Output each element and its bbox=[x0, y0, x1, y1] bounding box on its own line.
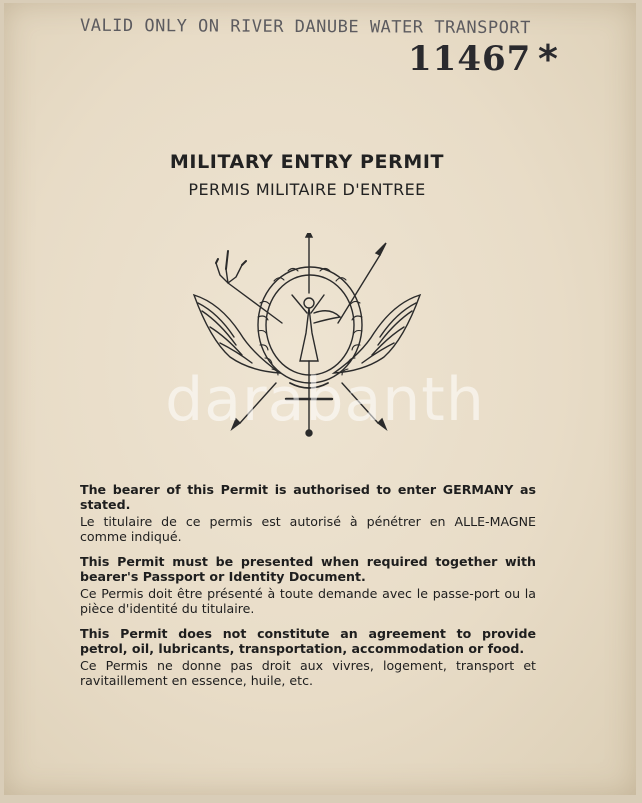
condition-text-en: This Permit does not constitute an agreement to provide petrol, oil, lubricants, transportation, accommodation or food. bbox=[80, 626, 536, 656]
page-subtitle: PERMIS MILITAIRE D'ENTREE bbox=[188, 180, 426, 199]
condition-paragraph bbox=[80, 482, 536, 544]
condition-paragraph bbox=[80, 626, 536, 688]
condition-text-en: The bearer of this Permit is authorised to enter GERMANY as stated. bbox=[80, 482, 536, 512]
condition-text-fr: Le titulaire de ce permis est autorisé à pénétrer en ALLE-MAGNE comme indiqué. bbox=[80, 514, 536, 544]
serial-number: 11467 bbox=[408, 39, 532, 79]
condition-text-fr: Ce Permis doit être présenté à toute demande avec le passe-port ou la pièce d'identité du titulaire. bbox=[80, 586, 536, 616]
condition-paragraph bbox=[80, 554, 536, 616]
permit-conditions bbox=[80, 482, 536, 698]
page-title: MILITARY ENTRY PERMIT bbox=[169, 151, 445, 173]
validity-stamp: VALID ONLY ON RIVER DANUBE WATER TRANSPORT bbox=[79, 15, 531, 39]
condition-text-en: This Permit must be presented when required together with bearer's Passport or Identity Document. bbox=[80, 554, 536, 584]
condition-text-fr: Ce Permis ne donne pas droit aux vivres, logement, transport et ravitaillement en essence, huile, etc. bbox=[80, 658, 536, 688]
permit-document bbox=[4, 3, 636, 795]
serial-mark: * bbox=[538, 37, 558, 81]
watermark: darabanth bbox=[165, 365, 485, 435]
